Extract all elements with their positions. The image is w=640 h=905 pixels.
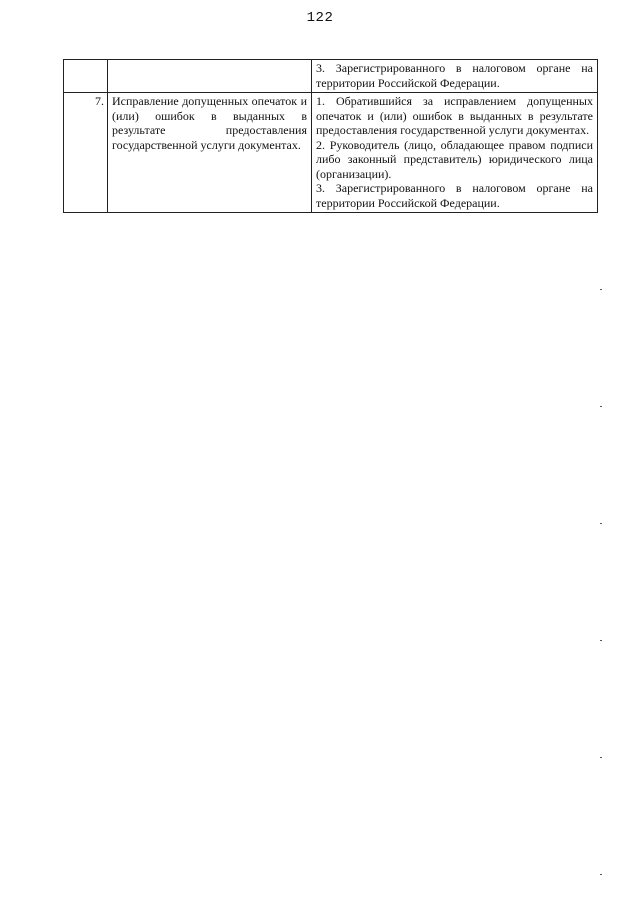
scan-mark — [600, 757, 602, 758]
applicant-categories — [312, 93, 598, 213]
row-number — [64, 60, 108, 93]
service-name-text: Исправление допущенных опечаток и (или) ошибок в выданных в результате предоставления государственной услуги документах. — [112, 94, 307, 152]
scan-mark — [600, 640, 602, 641]
table-row — [64, 93, 598, 213]
service-name — [108, 60, 312, 93]
category-item: 2. Руководитель (лицо, обладающее правом подписи либо законный представитель) юридического лица (организации). — [316, 137, 593, 181]
applicant-categories — [312, 60, 598, 93]
scan-mark — [600, 406, 602, 407]
services-table — [63, 59, 598, 213]
row-number: 7. — [64, 93, 108, 213]
category-item: 1. Обратившийся за исправлением допущенных опечаток и (или) ошибок в выданных в результате предоставления государственной услуги документах. — [316, 94, 593, 137]
table-row — [64, 60, 598, 93]
category-item: 3. Зарегистрированного в налоговом органе на территории Российской Федерации. — [316, 181, 593, 210]
scan-mark — [600, 289, 602, 290]
service-name — [108, 93, 312, 213]
scan-mark — [600, 523, 602, 524]
category-item: 3. Зарегистрированного в налоговом органе на территории Российской Федерации. — [316, 61, 593, 90]
page-number: 122 — [306, 10, 334, 26]
scan-mark — [600, 874, 602, 875]
